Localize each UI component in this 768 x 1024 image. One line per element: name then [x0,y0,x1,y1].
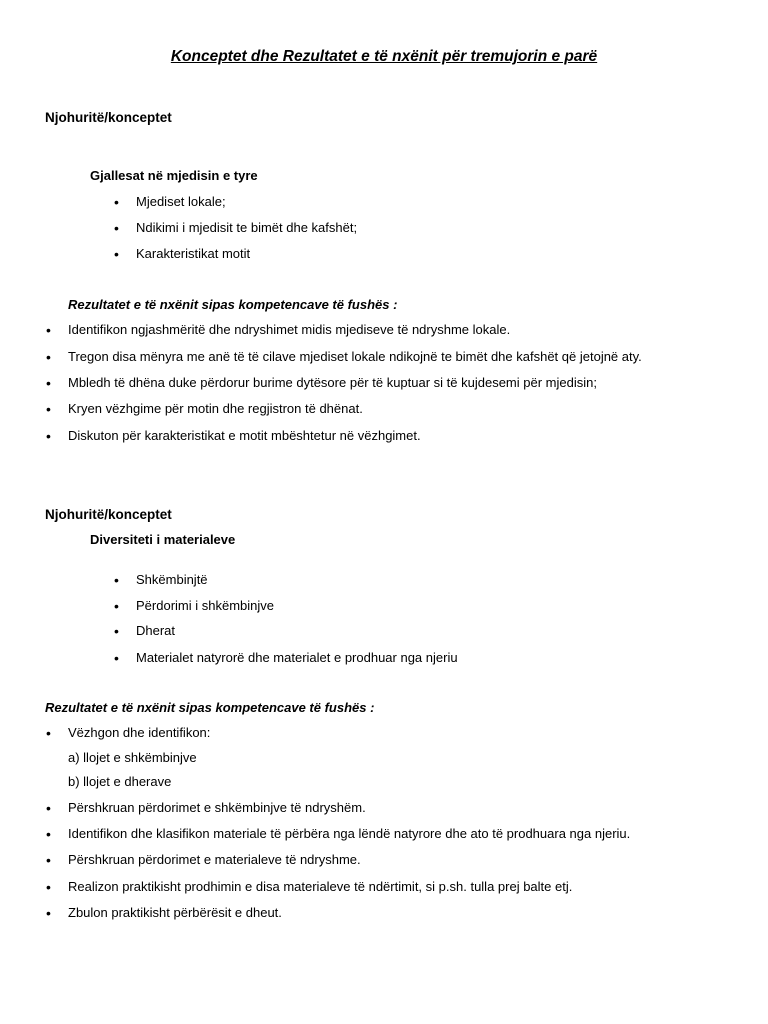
result-item: • Zbulon praktikisht përbërësit e dheut. [68,905,282,921]
result-item: • Përshkruan përdorimet e shkëmbinjve të ndryshëm. [68,800,366,816]
concept-item: • Mjediset lokale; [136,194,226,210]
sub-item: a) llojet e shkëmbinjve [68,750,197,765]
result-item: • Përshkruan përdorimet e materialeve të ndryshme. [68,852,361,868]
sub-item: b) llojet e dherave [68,774,172,789]
result-item: • Mbledh të dhëna duke përdorur burime dytësore për të kuptuar si të kujdesemi për mjedisin; [68,375,597,391]
concept-item: • Dherat [136,623,175,639]
result-item: • Kryen vëzhgime për motin dhe regjistron të dhënat. [68,401,363,417]
result-item: • Identifikon dhe klasifikon materiale të përbëra nga lëndë natyrore dhe ato të prodhuara nga njeriu. [68,826,630,842]
concept-item: • Shkëmbinjtë [136,572,208,588]
concept-item: • Ndikimi i mjedisit te bimët dhe kafshët; [136,220,357,236]
section1-subheading: Gjallesat në mjedisin e tyre [90,168,258,183]
page-title: Konceptet dhe Rezultatet e të nxënit për tremujorin e parë [170,48,598,65]
section1-heading: Njohuritë/konceptet [45,110,172,125]
section2-heading: Njohuritë/konceptet [45,507,172,522]
concept-item: • Përdorimi i shkëmbinjve [136,598,274,614]
result-item: • Diskuton për karakteristikat e motit mbështetur në vëzhgimet. [68,428,421,444]
result-item: • Identifikon ngjashmëritë dhe ndryshimet midis mjediseve të ndryshme lokale. [68,322,510,338]
section2-subheading: Diversiteti i materialeve [90,532,236,547]
result-item: • Tregon disa mënyra me anë të të cilave mjediset lokale ndikojnë te bimët dhe kafshët që jetojnë aty. [68,349,642,365]
section2-results-heading: Rezultatet e të nxënit sipas kompetencave të fushës : [45,700,375,715]
result-intro: • Vëzhgon dhe identifikon: [68,725,210,741]
section1-results-heading: Rezultatet e të nxënit sipas kompetencave të fushës : [68,297,398,312]
result-item: • Realizon praktikisht prodhimin e disa materialeve të ndërtimit, si p.sh. tulla prej balte etj. [68,879,572,895]
concept-item: • Materialet natyrorë dhe materialet e prodhuar nga njeriu [136,650,458,666]
concept-item: • Karakteristikat motit [136,246,250,262]
